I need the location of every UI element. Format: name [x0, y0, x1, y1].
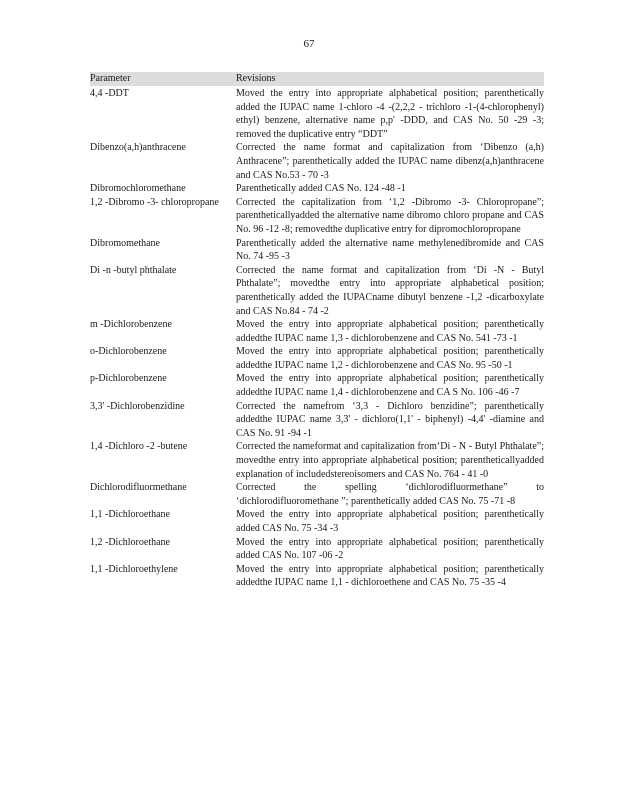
table-row [90, 440, 544, 481]
revisions-table [90, 72, 544, 590]
revision-cell: Corrected the spelling ‘dichlorodifluormethane” to ‘dichlorodifluoromethane ”; parenthetically added CAS No. 75 -71 -8 [236, 482, 544, 507]
revision-cell: Parenthetically added CAS No. 124 -48 -1 [236, 183, 406, 195]
table-row [90, 182, 544, 196]
table-row [90, 400, 544, 441]
revision-cell: Corrected the capitalization from ‘1,2 -Dibromo -3- Chloropropane”; parentheticallyadded the alternative name dibromo chloro propane and CAS No. 96 -12 -8; removedthe duplicative entry for dipromochloropropane [236, 196, 544, 235]
header-parameter: Parameter [90, 73, 131, 84]
table-row [90, 264, 544, 318]
revision-cell: Moved the entry into appropriate alphabetical position; parenthetically addedthe IUPAC name 1,3 - dichlorobenzene and CAS No. 541 -73 -1 [236, 319, 544, 344]
revision-cell: Moved the entry into appropriate alphabetical position; parenthetically added the IUPAC name 1-chloro -4 -(2,2,2 - trichloro -1-(4-chlorophenyl) ethyl) benzene, alternative name p,p' -DDD, and CAS No. 50 -29 -3; removed the duplicative entry “DDT” [236, 88, 544, 140]
revision-cell: Moved the entry into appropriate alphabetical position; parenthetically added CAS No. 107 -06 -2 [236, 536, 544, 562]
table-row [90, 196, 544, 237]
parameter-cell: 1,1 -Dichloroethane [90, 509, 170, 521]
table-row [90, 345, 544, 372]
parameter-cell: 1,2 -Dichloroethane [90, 536, 170, 548]
table-row [90, 237, 544, 264]
table-row [90, 141, 544, 182]
parameter-cell: Dichlorodifluormethane [90, 482, 187, 494]
parameter-cell: Di -n -butyl phthalate [90, 264, 177, 276]
table-row [90, 87, 544, 141]
revision-cell: Moved the entry into appropriate alphabetical position; parenthetically addedthe IUPAC name 1,4 - dichlorobenzene and CA S No. 106 -46 -7 [236, 373, 544, 399]
table-body [90, 87, 544, 590]
parameter-cell: p-Dichlorobenzene [90, 373, 167, 385]
revision-cell: Moved the entry into appropriate alphabetical position; parenthetically addedthe IUPAC name 1,2 - dichlorobenzene and CAS No. 95 -50 -1 [236, 346, 544, 371]
table-row [90, 508, 544, 535]
page-number: 67 [303, 38, 315, 50]
revision-cell: Moved the entry into appropriate alphabetical position; parenthetically addedthe IUPAC name 1,1 - dichloroethene and CAS No. 75 -35 -4 [236, 563, 544, 589]
revision-cell: Moved the entry into appropriate alphabetical position; parenthetically added CAS No. 75 -34 -3 [236, 509, 544, 534]
table-row [90, 536, 544, 563]
revision-cell: Corrected the name format and capitalization from ‘Di -N - Butyl Phthalate”; movedthe entry into appropriate alphabetical position; parenthetically added the IUPACname dibutyl benzene -1,2 -dicarboxylate and CAS No.84 - 74 -2 [236, 264, 544, 317]
parameter-cell: m -Dichlorobenzene [90, 319, 172, 331]
revision-cell: Parenthetically added the alternative name methylenedibromide and CAS No. 74 -95 -3 [236, 237, 544, 263]
header-revisions: Revisions [236, 73, 276, 84]
table-row [90, 563, 544, 590]
parameter-cell: o-Dichlorobenzene [90, 346, 167, 358]
parameter-cell: Dibromomethane [90, 237, 160, 249]
revision-cell: Corrected the namefrom ‘3,3 - Dichloro benzidine”; parenthetically addedthe IUPAC name 3,3' - dichloro(1,1' - biphenyl) -4,4' -diamine and CAS No. 91 -94 -1 [236, 400, 544, 439]
table-row [90, 318, 544, 345]
parameter-cell: 4,4 -DDT [90, 88, 129, 99]
parameter-cell: 1,2 -Dibromo -3- chloropropane [90, 196, 219, 208]
parameter-cell: 3,3' -Dichlorobenzidine [90, 400, 185, 412]
revision-cell: Corrected the nameformat and capitalization from‘Di - N - Butyl Phthalate”; movedthe entry into appropriate alphabetical position; parentheticallyadded explanation of includedstereoisomers and CAS No. 764 - 41 -0 [236, 441, 544, 480]
table-row [90, 372, 544, 399]
table-row [90, 481, 544, 508]
table-header [90, 72, 544, 86]
parameter-cell: Dibromochloromethane [90, 183, 186, 195]
parameter-cell: 1,1 -Dichloroethylene [90, 563, 178, 575]
revision-cell: Corrected the name format and capitalization from ‘Dibenzo (a,h) Anthracene”; parenthetically added the IUPAC name dibenz(a,h)anthracene and CAS No.53 - 70 -3 [236, 142, 544, 181]
parameter-cell: Dibenzo(a,h)anthracene [90, 142, 186, 154]
parameter-cell: 1,4 -Dichloro -2 -butene [90, 441, 188, 453]
